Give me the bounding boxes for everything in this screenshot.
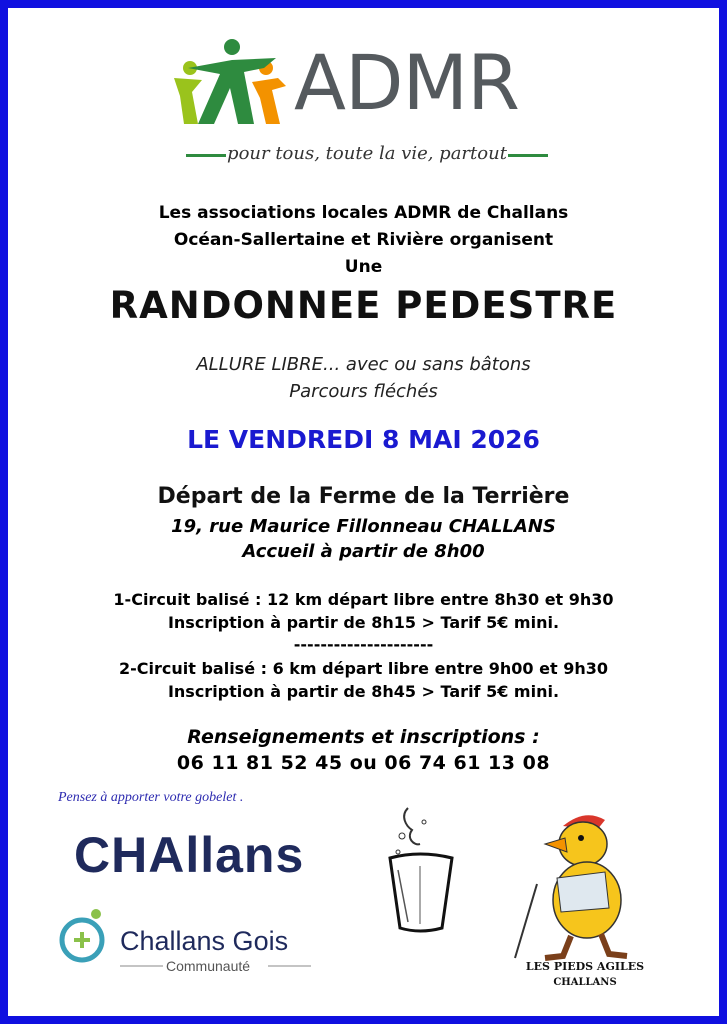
depart-location: Départ de la Ferme de la Terrière: [157, 484, 570, 509]
event-title: RANDONNEE PEDESTRE: [109, 284, 618, 327]
circuit-2-line-1: 2-Circuit balisé : 6 km départ libre entre 9h00 et 9h30: [118, 659, 608, 678]
tagline-rule-right: [508, 154, 548, 157]
admr-wordmark: ADMR: [294, 38, 519, 127]
challans-logo: [74, 812, 319, 901]
club-name: LES PIEDS AGILES: [525, 960, 645, 973]
tagline-text: pour tous, toute la vie, partout: [227, 143, 507, 164]
gobelet-reminder: Pensez à apporter votre gobelet .: [58, 790, 244, 805]
challans-gois-name: Challans Gois: [120, 926, 289, 956]
challans-gois-icon: [58, 902, 328, 977]
depart-address: 19, rue Maurice Fillonneau CHALLANS: [171, 516, 556, 537]
challans-gois-logo: [58, 902, 328, 981]
circuit-1-line-2: Inscription à partir de 8h15 > Tarif 5€ mini.: [167, 613, 560, 632]
club-city: CHALLANS: [553, 977, 617, 988]
duck-mascot-icon: [505, 808, 665, 993]
event-subtitle-1: ALLURE LIBRE... avec ou sans bâtons: [196, 354, 531, 375]
accueil-time: Accueil à partir de 8h00: [242, 541, 485, 562]
circuit-2-line-2: Inscription à partir de 8h45 > Tarif 5€ mini.: [167, 682, 560, 701]
challans-gois-sub: Communauté: [166, 958, 251, 974]
intro-line-1: Les associations locales ADMR de Challans: [158, 203, 569, 223]
intro-line-2: Océan-Sallertaine et Rivière organisent: [173, 230, 554, 250]
admr-figures-icon: [168, 38, 298, 130]
circuit-separator: ---------------------: [293, 635, 434, 654]
pieds-agiles-logo: [505, 808, 665, 997]
cup-icon: [380, 800, 460, 940]
event-date: LE VENDREDI 8 MAI 2026: [187, 425, 540, 454]
challans-logo-icon: [74, 812, 319, 897]
contact-phones: 06 11 81 52 45 ou 06 74 61 13 08: [176, 752, 551, 774]
cup-illustration: [380, 800, 460, 944]
admr-tagline: [186, 143, 548, 167]
intro-line-3: Une: [344, 257, 383, 277]
circuit-1-line-1: 1-Circuit balisé : 12 km départ libre entre 8h30 et 9h30: [113, 590, 614, 609]
event-subtitle-2: Parcours fléchés: [289, 381, 438, 402]
contact-heading: Renseignements et inscriptions :: [187, 726, 540, 748]
challans-logo-text: CHAllans: [74, 827, 305, 883]
